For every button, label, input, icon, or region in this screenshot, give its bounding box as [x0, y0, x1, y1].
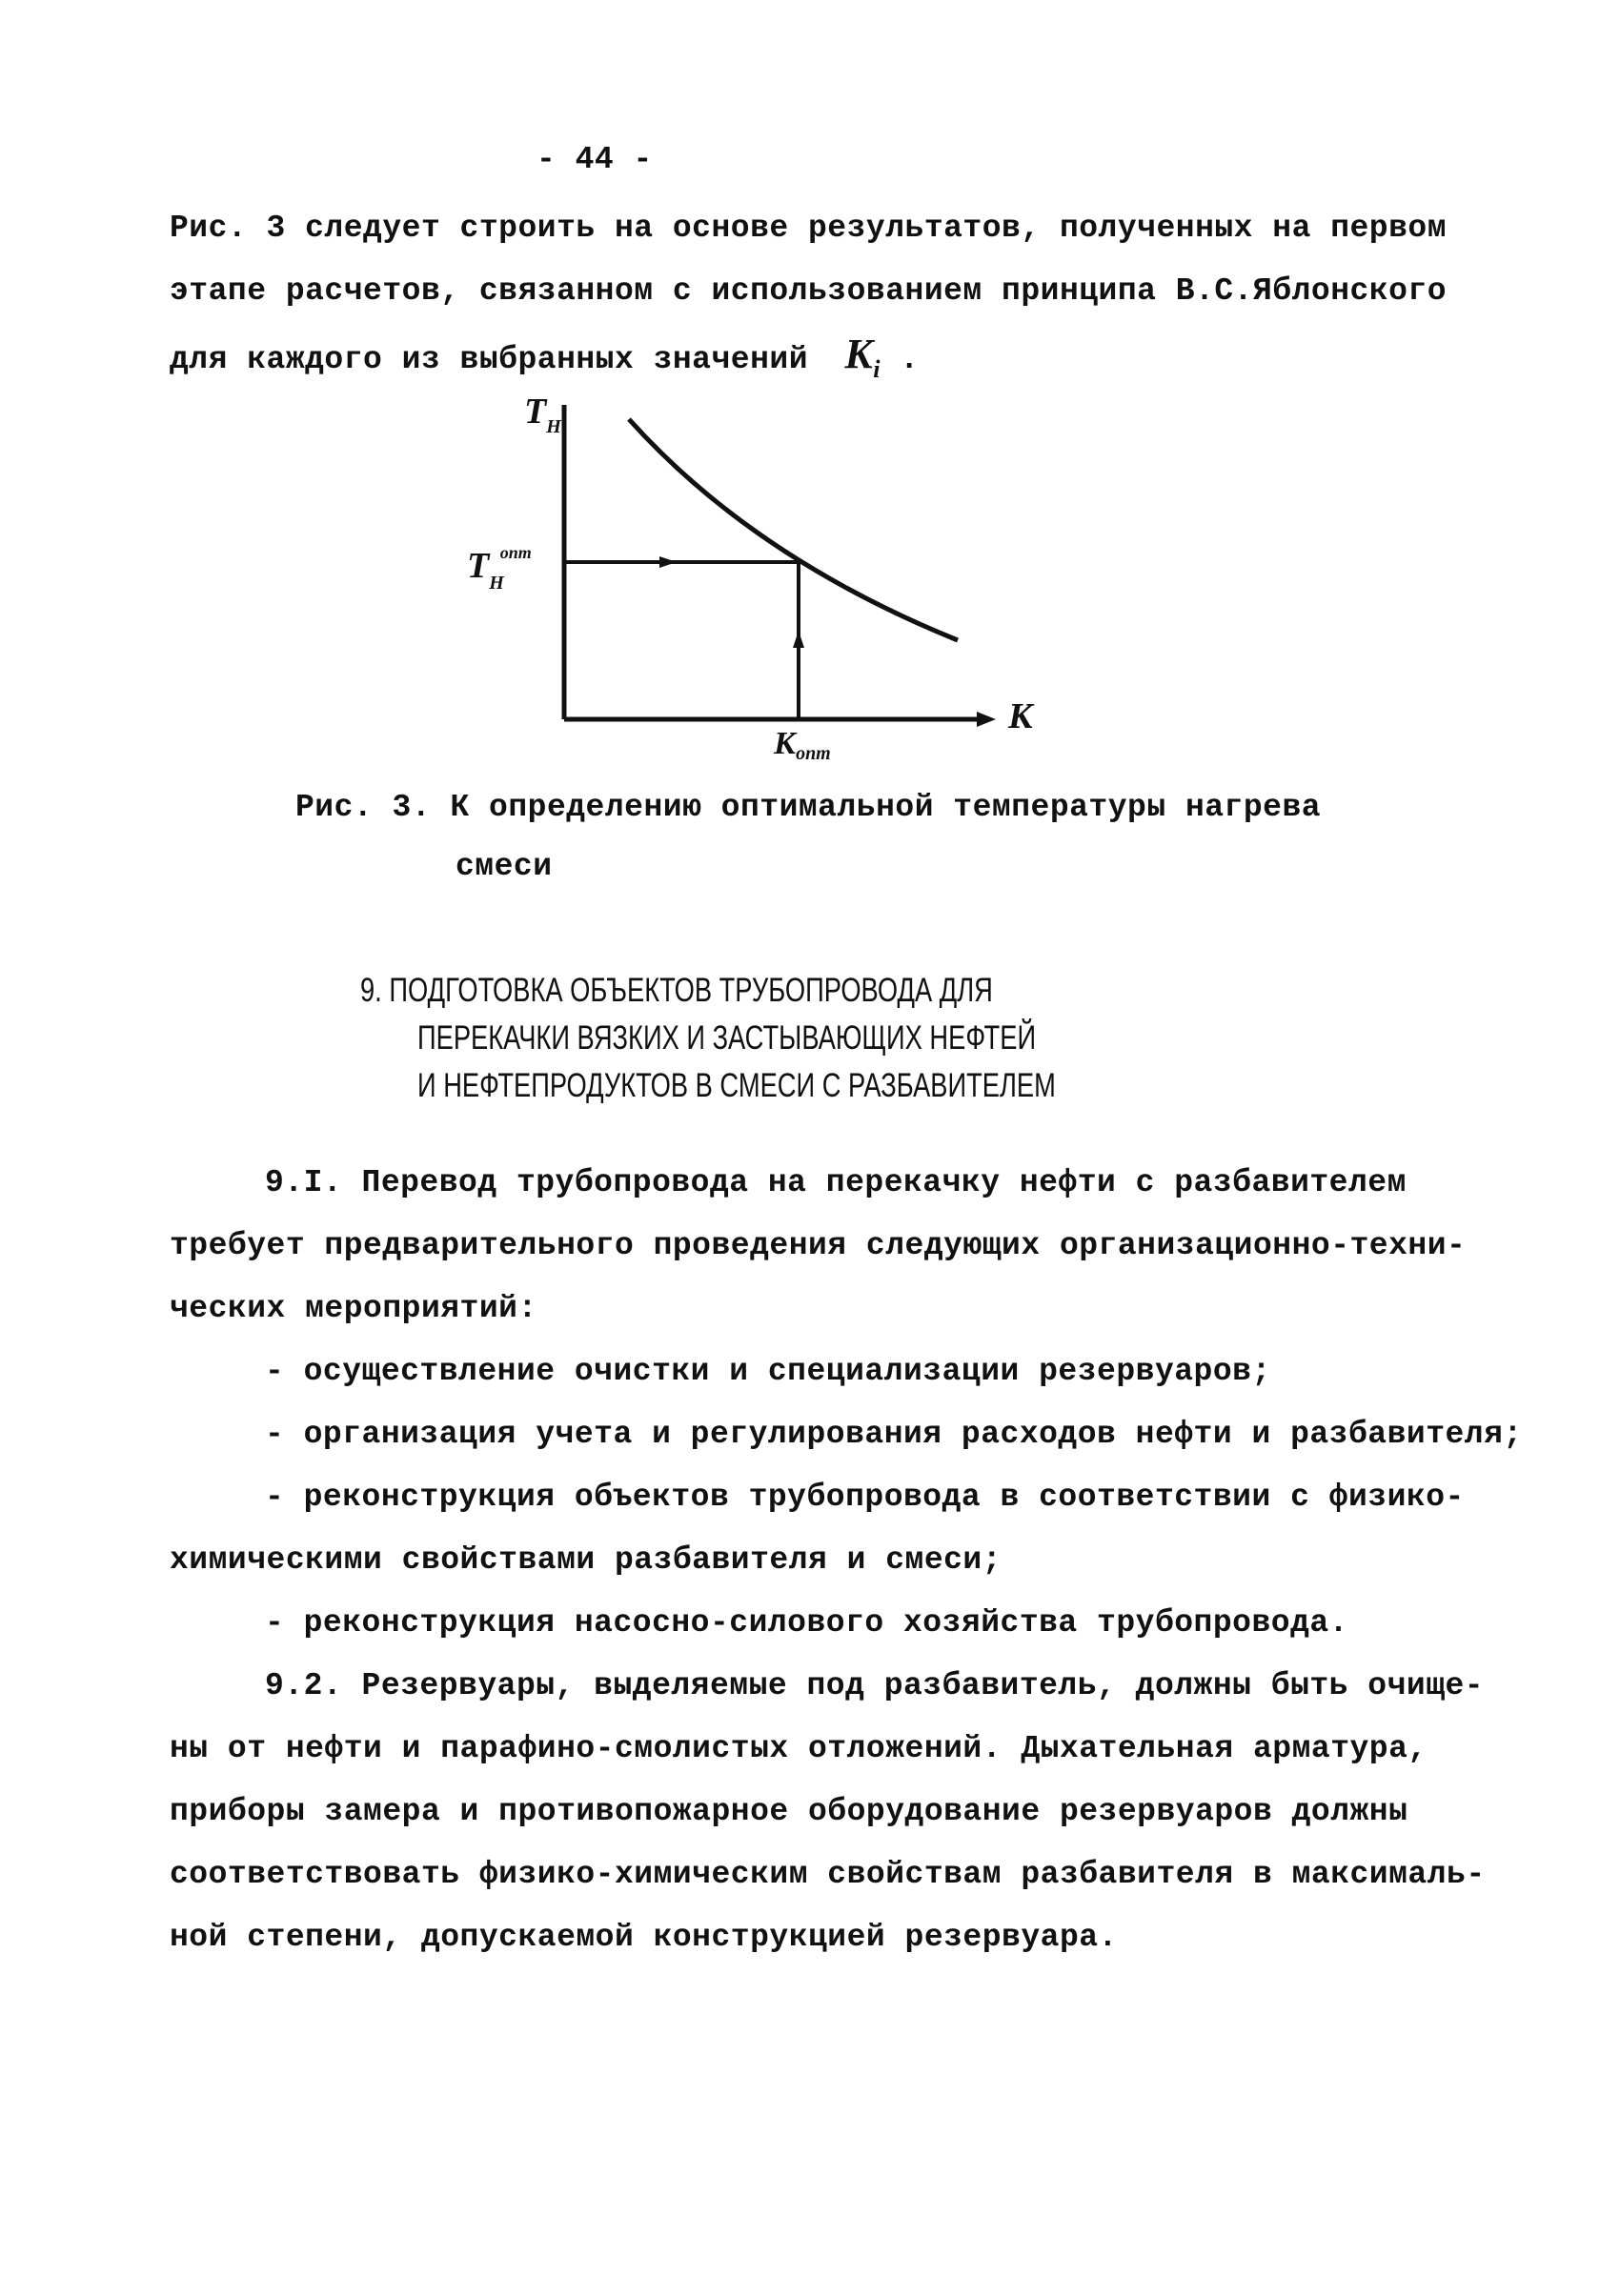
para-9-2-line-1: 9.2. Резервуары, выделяемые под разбавитель, должны быть очище-: [265, 1668, 1485, 1703]
bullet-2: - организация учета и регулирования расходов нефти и разбавителя;: [265, 1417, 1523, 1452]
para-9-2-line-3: приборы замера и противопожарное оборудование резервуаров должны: [170, 1794, 1408, 1829]
para-9-2-line-5: ной степени, допускаемой конструкцией резервуара.: [170, 1920, 1118, 1955]
x-opt-label: Копт: [774, 726, 831, 764]
para-9-2-line-2: ны от нефти и парафино-смолистых отложений. Дыхательная арматура,: [170, 1731, 1428, 1766]
math-symbol-k: K: [844, 331, 874, 377]
section-heading-line-1: 9. ПОДГОТОВКА ОБЪЕКТОВ ТРУБОПРОВОДА ДЛЯ: [360, 972, 993, 1009]
figure-caption-line-2: смеси: [456, 849, 553, 884]
temperature-curve: [629, 419, 958, 640]
intro-line-3: [170, 331, 920, 383]
bullet-3-line-1: - реконструкция объектов трубопровода в соответствии с физико-: [265, 1480, 1465, 1515]
section-heading-line-3: И НЕФТЕПРОДУКТОВ В СМЕСИ С РАЗБАВИТЕЛЕМ: [417, 1067, 1056, 1104]
para-9-2-line-4: соответствовать физико-химическим свойствам разбавителя в максималь-: [170, 1857, 1486, 1892]
para-9-1-line-3: ческих мероприятий:: [170, 1291, 537, 1326]
math-subscript-i: i: [873, 355, 881, 383]
horizontal-arrow: [659, 556, 677, 568]
para-9-1-line-2: требует предварительного проведения следующих организационно-техни-: [170, 1228, 1467, 1263]
y-opt-label: $Т_Н^{опт}$: [467, 543, 532, 594]
intro-line-2: этапе расчетов, связанном с использованием принципа В.С.Яблонского: [170, 273, 1448, 309]
y-axis-label: $Т_Н$: [524, 392, 561, 437]
section-heading-line-2: ПЕРЕКАЧКИ ВЯЗКИХ И ЗАСТЫВАЮЩИХ НЕФТЕЙ: [417, 1019, 1037, 1057]
page-number: - 44 -: [537, 142, 653, 177]
figure-3-graph: [438, 381, 1067, 781]
intro-line-3-text: для каждого из выбранных значений: [170, 342, 809, 377]
para-9-1-line-1: 9.I. Перевод трубопровода на перекачку нефти с разбавителем: [265, 1165, 1407, 1200]
figure-3: [438, 381, 1067, 781]
x-axis-label: К: [1008, 696, 1033, 736]
vertical-arrow: [793, 631, 804, 648]
x-axis-arrow: [977, 712, 996, 727]
intro-line-1: Рис. 3 следует строить на основе результатов, полученных на первом: [170, 211, 1448, 246]
bullet-4: - реконструкция насосно-силового хозяйства трубопровода.: [265, 1605, 1348, 1641]
figure-caption-line-1: Рис. 3. К определению оптимальной температуры нагрева: [295, 790, 1322, 825]
intro-trailing-period: .: [900, 342, 920, 377]
bullet-3-line-2: химическими свойствами разбавителя и смеси;: [170, 1542, 1002, 1578]
bullet-1: - осуществление очистки и специализации резервуаров;: [265, 1354, 1271, 1389]
